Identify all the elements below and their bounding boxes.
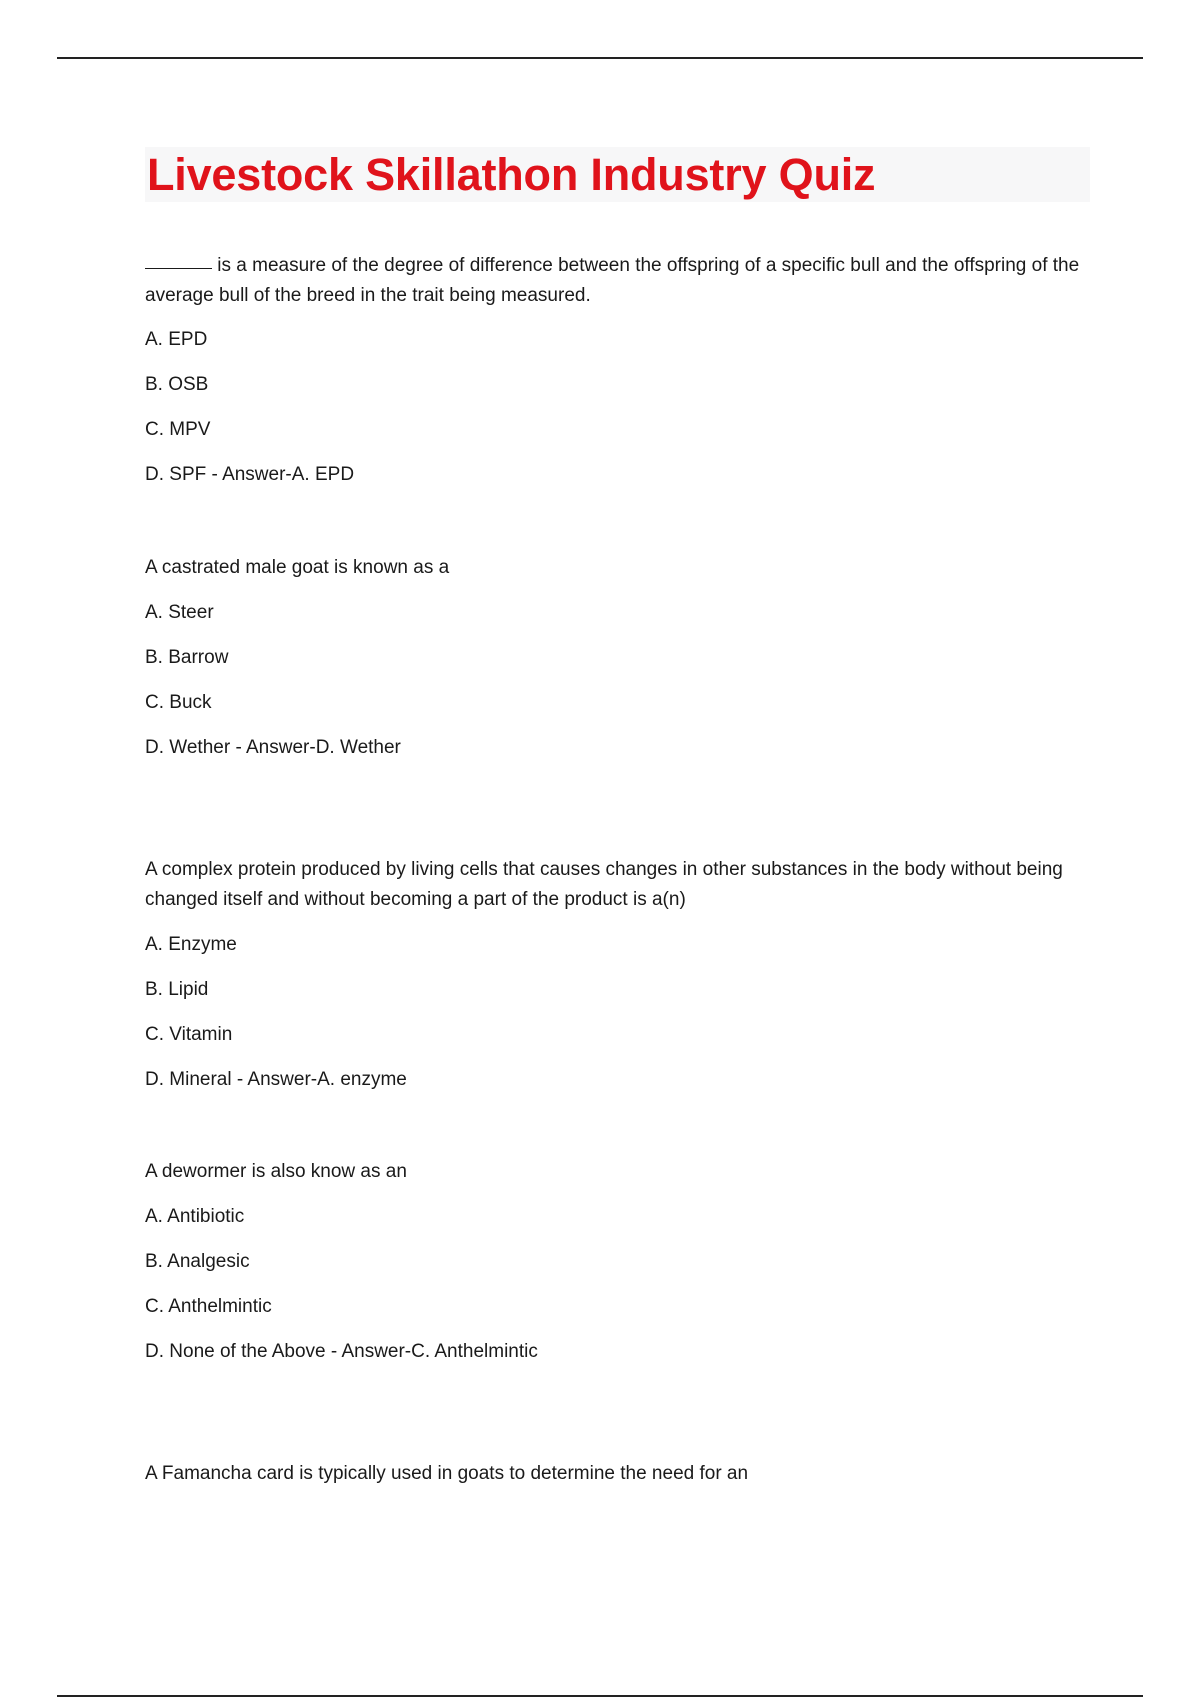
fill-in-blank (145, 267, 212, 269)
title-band (145, 147, 1090, 202)
document-title: Livestock Skillathon Industry Quiz (147, 149, 876, 200)
question-2-option-b: B. Barrow (145, 647, 229, 668)
document-page (145, 147, 1090, 1489)
question-2-option-d: D. Wether - Answer-D. Wether (145, 737, 401, 758)
question-1-text (145, 251, 1090, 311)
question-3-option-c: C. Vitamin (145, 1024, 233, 1045)
header-rule (57, 57, 1143, 59)
question-4-option-b: B. Analgesic (145, 1251, 250, 1272)
question-1-option-d: D. SPF - Answer-A. EPD (145, 464, 355, 485)
question-2-text: A castrated male goat is known as a (145, 557, 450, 578)
question-2-option-c: C. Buck (145, 692, 212, 713)
question-2 (145, 553, 1090, 855)
footer-rule (57, 1695, 1143, 1697)
question-4 (145, 1157, 1090, 1459)
question-1-option-c: C. MPV (145, 419, 211, 440)
question-3-option-a: A. Enzyme (145, 934, 237, 955)
question-5 (145, 1459, 1090, 1489)
question-2-option-a: A. Steer (145, 602, 214, 623)
question-1-option-a: A. EPD (145, 329, 208, 350)
question-2-options (145, 598, 1090, 763)
question-4-option-d: D. None of the Above - Answer-C. Anthelmintic (145, 1341, 538, 1362)
question-3-option-b: B. Lipid (145, 979, 209, 1000)
question-4-text: A dewormer is also know as an (145, 1161, 407, 1182)
question-1-options (145, 325, 1090, 490)
question-3 (145, 855, 1090, 1157)
question-1-text-body: is a measure of the degree of difference between the offspring of a specific bull and the offspring of the average bull of the breed in the trait being measured. (145, 255, 1080, 306)
question-list (145, 251, 1090, 1489)
question-3-options (145, 930, 1090, 1095)
question-4-option-c: C. Anthelmintic (145, 1296, 272, 1317)
question-3-text: A complex protein produced by living cells that causes changes in other substances in the body without being changed itself and without becoming a part of the product is a(n) (145, 859, 1063, 910)
question-3-option-d: D. Mineral - Answer-A. enzyme (145, 1069, 407, 1090)
question-4-options (145, 1202, 1090, 1367)
question-1-option-b: B. OSB (145, 374, 209, 395)
question-5-text: A Famancha card is typically used in goats to determine the need for an (145, 1463, 749, 1484)
question-1 (145, 251, 1090, 553)
question-4-option-a: A. Antibiotic (145, 1206, 245, 1227)
